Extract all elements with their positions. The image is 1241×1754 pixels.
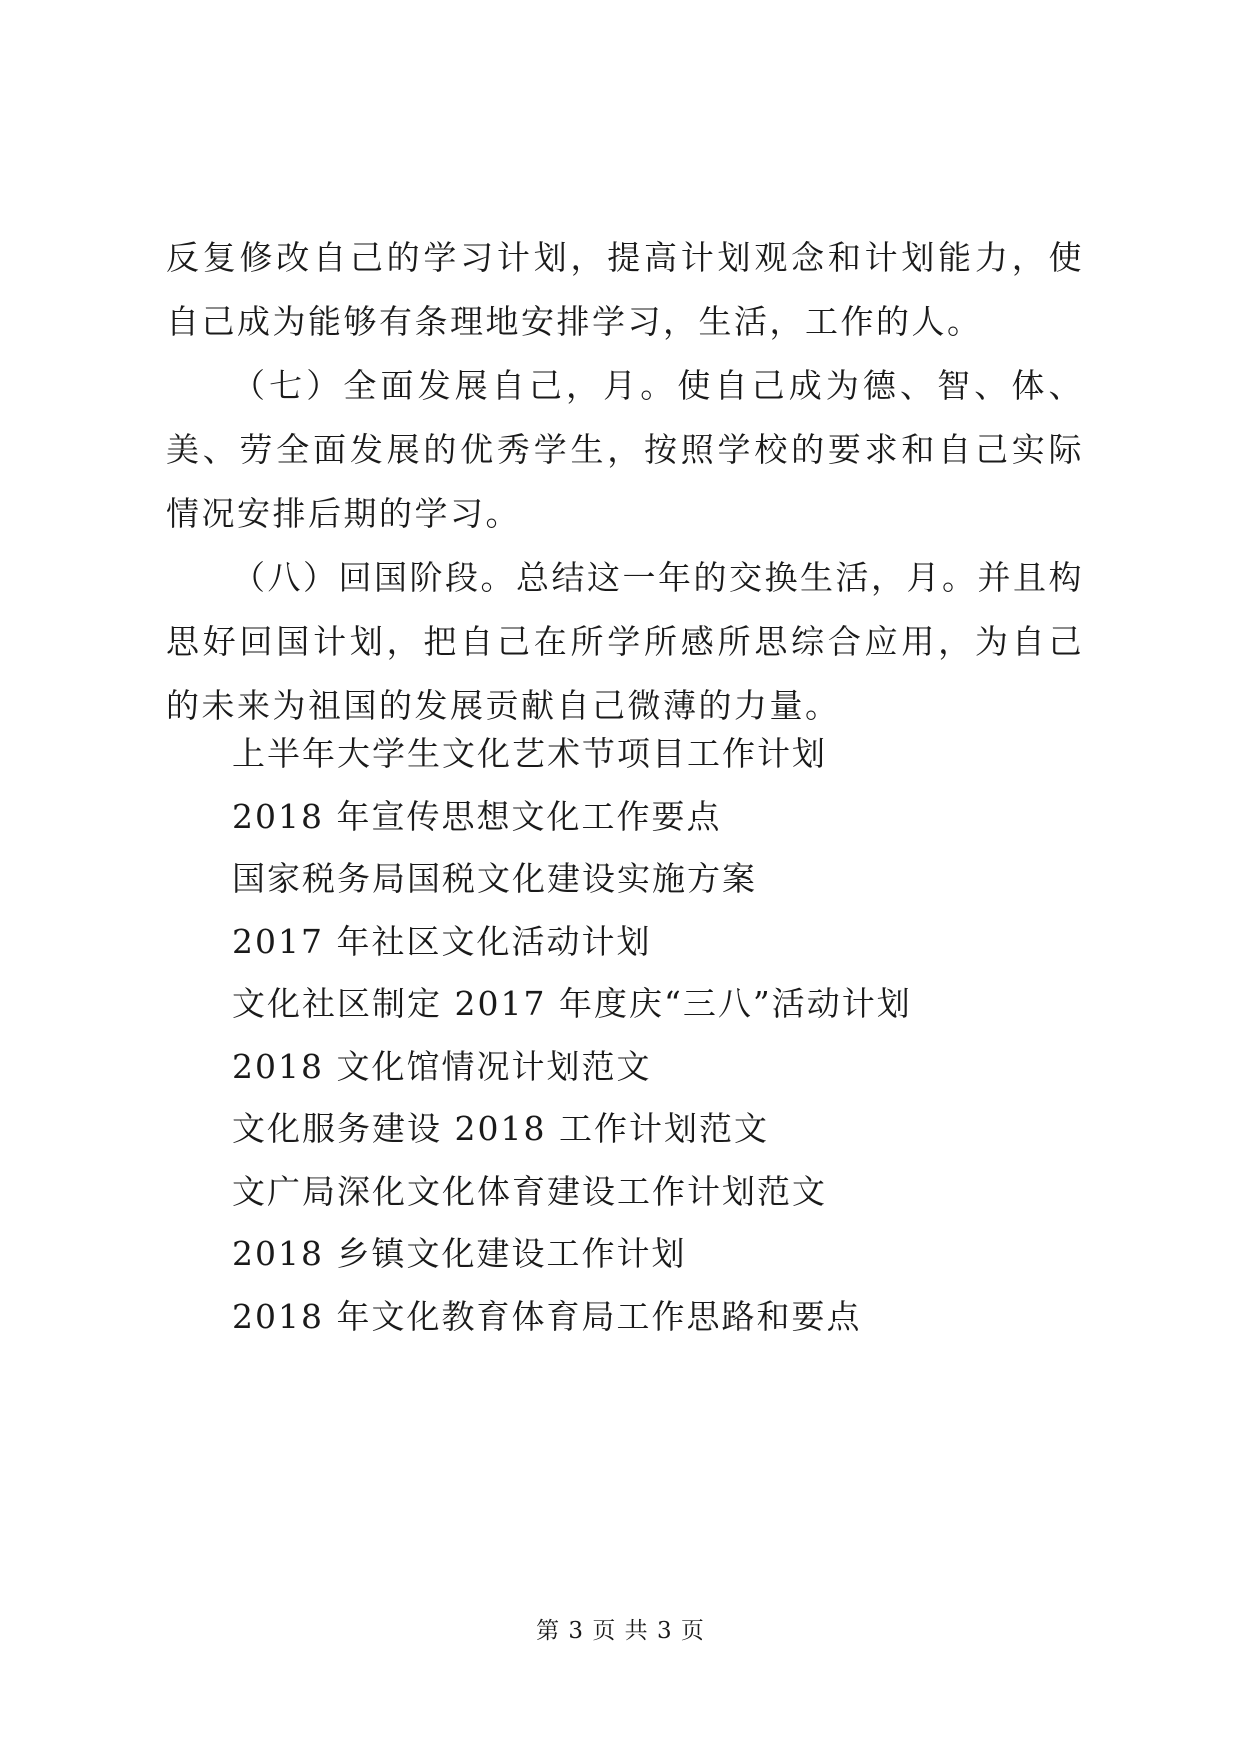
related-link[interactable]: 2018 年文化教育体育局工作思路和要点 [232,1296,862,1336]
related-links-list [232,723,912,1348]
related-link[interactable]: 文化服务建设 2018 工作计划范文 [232,1109,769,1148]
related-link[interactable]: 上半年大学生文化艺术节项目工作计划 [232,734,827,773]
paragraph-section-7: （七）全面发展自己，月。使自己成为德、智、体、美、劳全面发展的优秀学生，按照学校的要求和自己实际情况安排后期的学习。 [166,366,1084,533]
related-link[interactable]: 文广局深化文化体育建设工作计划范文 [232,1171,827,1211]
related-link[interactable]: 2017 年社区文化活动计划 [232,921,652,961]
related-link[interactable]: 2018 年宣传思想文化工作要点 [232,796,722,836]
related-link[interactable]: 2018 乡镇文化建设工作计划 [232,1234,687,1273]
paragraph-section-8: （八）回国阶段。总结这一年的交换生活，月。并且构思好回国计划，把自己在所学所感所思综合应用，为自己的未来为祖国的发展贡献自己微薄的力量。 [166,558,1084,725]
related-link[interactable]: 文化社区制定 2017 年度庆“三八”活动计划 [232,984,912,1023]
page-footer: 第 3 页 共 3 页 [536,1618,705,1644]
related-link[interactable]: 2018 文化馆情况计划范文 [232,1046,652,1086]
paragraph-continued: 反复修改自己的学习计划，提高计划观念和计划能力，使自己成为能够有条理地安排学习，生活，工作的人。 [166,238,1084,341]
body-text [166,226,1084,738]
related-link[interactable]: 国家税务局国税文化建设实施方案 [232,859,757,898]
